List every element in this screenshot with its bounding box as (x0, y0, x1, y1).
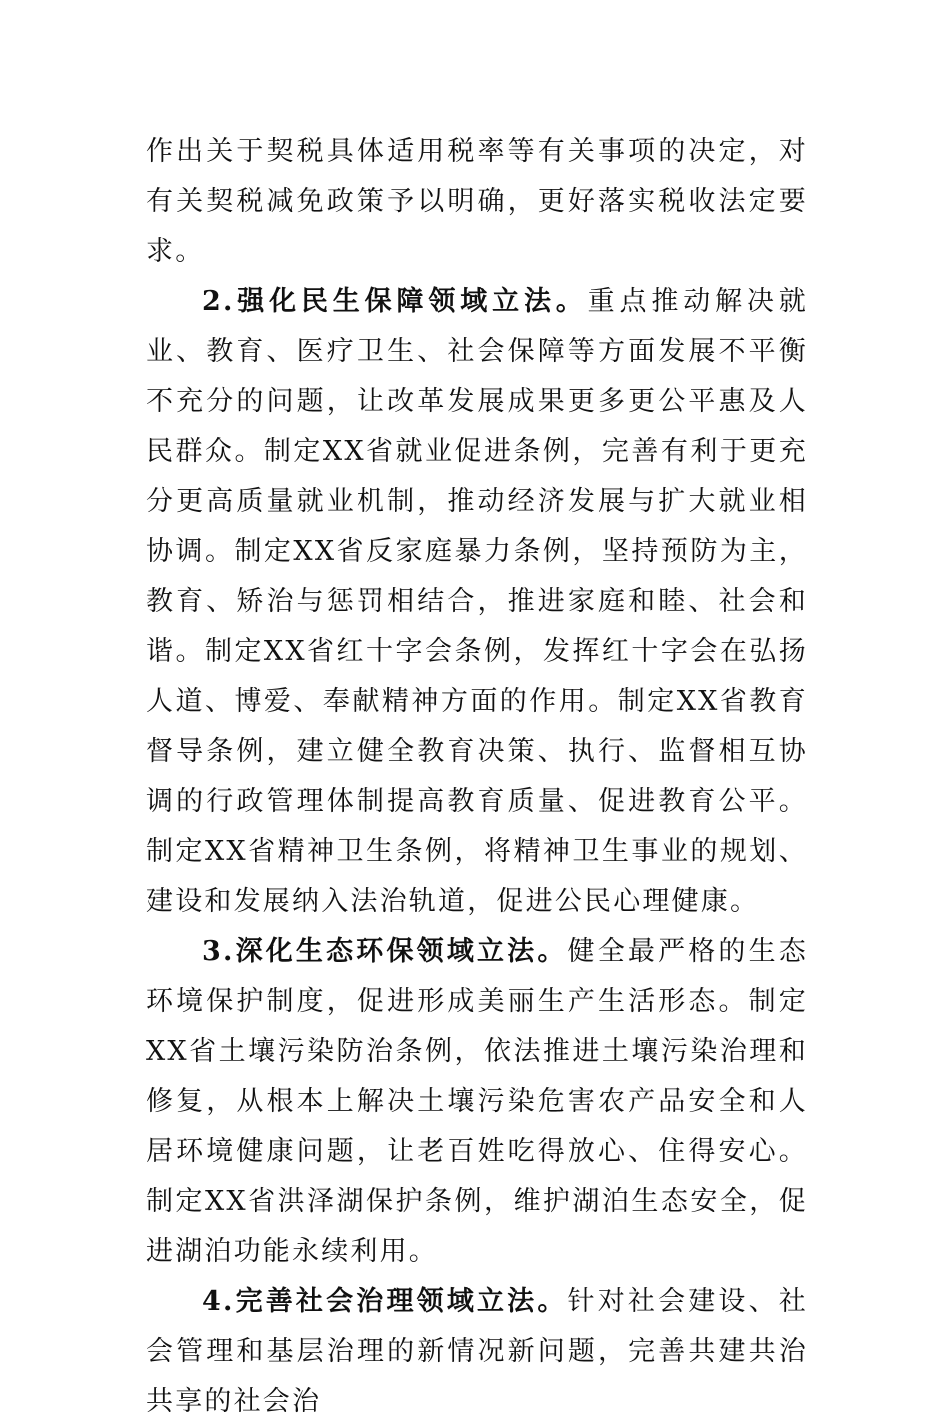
paragraph-3 (146, 927, 808, 1277)
document-body (146, 127, 808, 1427)
paragraph-1-text: 作出关于契税具体适用税率等有关事项的决定，对有关契税减免政策予以明确，更好落实税收法定要求。 (146, 136, 808, 267)
section-heading-2: 2.强化民生保障领域立法。 (202, 286, 588, 317)
section-heading-3: 3.深化生态环保领域立法。 (202, 936, 568, 967)
paragraph-4-text: 针对社会建设、社会管理和基层治理的新情况新问题，完善共建共治共享的社会治 (146, 1286, 808, 1417)
paragraph-2-text: 重点推动解决就业、教育、医疗卫生、社会保障等方面发展不平衡不充分的问题，让改革发展成果更多更公平惠及人民群众。制定XX省就业促进条例，完善有利于更充分更高质量就业机制，推动经济发展与扩大就业相协调。制定XX省反家庭暴力条例，坚持预防为主，教育、矫治与惩罚相结合，推进家庭和睦、社会和谐。制定XX省红十字会条例，发挥红十字会在弘扬人道、博爱、奉献精神方面的作用。制定XX省教育督导条例，建立健全教育决策、执行、监督相互协调的行政管理体制提高教育质量、促进教育公平。制定XX省精神卫生条例，将精神卫生事业的规划、建设和发展纳入法治轨道，促进公民心理健康。 (146, 286, 808, 917)
paragraph-2 (146, 277, 808, 927)
paragraph-4 (146, 1277, 808, 1427)
paragraph-3-text: 健全最严格的生态环境保护制度，促进形成美丽生产生活形态。制定XX省土壤污染防治条例，依法推进土壤污染治理和修复，从根本上解决土壤污染危害农产品安全和人居环境健康问题，让老百姓吃得放心、住得安心。制定XX省洪泽湖保护条例，维护湖泊生态安全，促进湖泊功能永续利用。 (146, 936, 808, 1267)
paragraph-1 (146, 127, 808, 277)
section-heading-4: 4.完善社会治理领域立法。 (202, 1286, 568, 1317)
